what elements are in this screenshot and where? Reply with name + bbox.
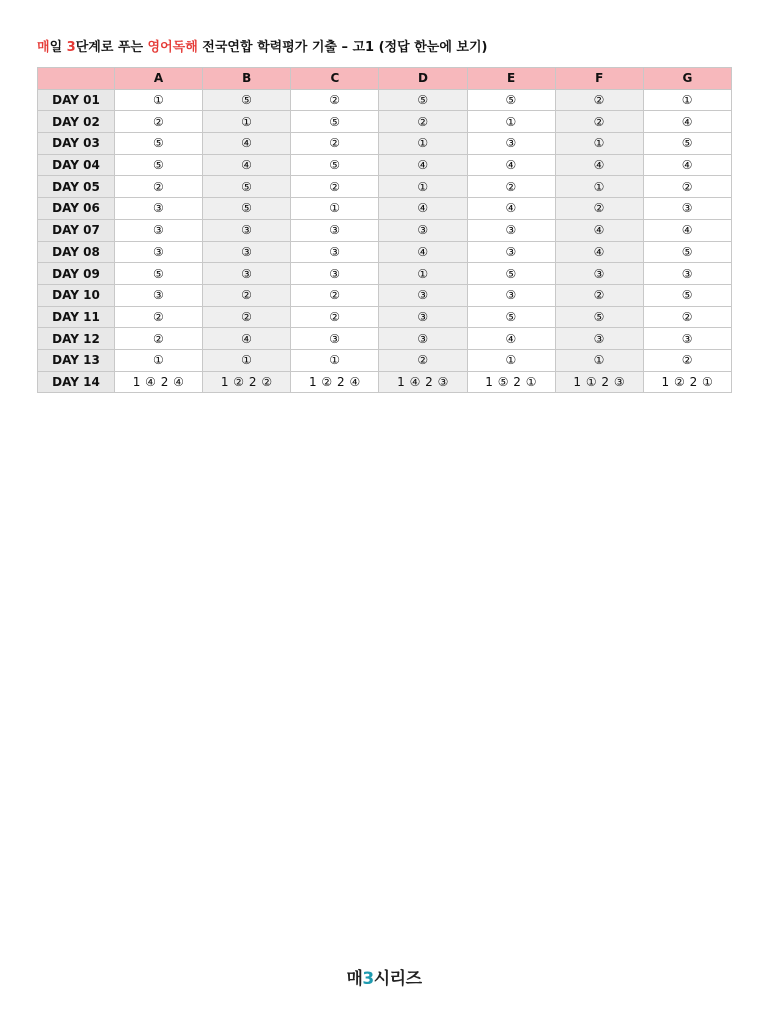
answer-cell: ⑤ [115,154,203,176]
day-label: DAY 05 [38,176,115,198]
answer-cell: ② [291,284,379,306]
answer-cell: ④ [467,328,555,350]
answer-cell: ④ [467,154,555,176]
answer-cell: ③ [115,241,203,263]
answer-cell: ③ [643,263,731,285]
answer-cell: ② [291,176,379,198]
answer-cell: ① [643,89,731,111]
answer-cell: ③ [643,198,731,220]
answer-cell: ① [203,349,291,371]
answer-cell: 1 ② 2 ① [643,371,731,393]
answer-cell: ⑤ [467,306,555,328]
answer-cell: ⑤ [115,263,203,285]
title-red-2: 3 [66,40,76,55]
table-row [38,154,732,176]
page-title [37,36,487,55]
answer-cell: ③ [555,263,643,285]
answer-cell: ⑤ [643,241,731,263]
table-row [38,241,732,263]
answer-cell: ⑤ [291,154,379,176]
answer-cell: ③ [203,263,291,285]
answer-cell: ② [291,133,379,155]
day-label: DAY 11 [38,306,115,328]
day-label: DAY 10 [38,284,115,306]
answer-cell: ① [467,349,555,371]
table-row [38,328,732,350]
column-header-f: F [555,68,643,90]
answer-cell: ② [203,306,291,328]
header-corner [38,68,115,90]
day-label: DAY 07 [38,219,115,241]
series-logo [0,964,768,989]
day-label: DAY 06 [38,198,115,220]
logo-text-tail: 시리즈 [373,969,422,989]
answer-cell: ③ [379,219,467,241]
table-row [38,371,732,393]
answer-cell: ① [467,111,555,133]
answer-cell: ② [291,306,379,328]
answer-cell: 1 ② 2 ② [203,371,291,393]
table-row [38,306,732,328]
day-label: DAY 08 [38,241,115,263]
day-label: DAY 04 [38,154,115,176]
answer-cell: ③ [379,306,467,328]
answer-cell: ② [291,89,379,111]
answer-cell: ⑤ [115,133,203,155]
answer-cell: ③ [291,219,379,241]
answer-cell: ④ [643,111,731,133]
table-body [38,89,732,393]
answer-cell: ④ [643,154,731,176]
column-header-b: B [203,68,291,90]
answer-cell: ② [555,111,643,133]
answer-cell: ③ [203,241,291,263]
answer-cell: ② [555,89,643,111]
answer-cell: ① [203,111,291,133]
day-label: DAY 09 [38,263,115,285]
table-row [38,176,732,198]
answer-cell: ⑤ [291,111,379,133]
answer-cell: ② [115,328,203,350]
answer-cell: ④ [203,328,291,350]
title-text-1: 일 [49,40,67,55]
day-label: DAY 03 [38,133,115,155]
table-header-row [38,68,732,90]
table-row [38,111,732,133]
answer-cell: ③ [555,328,643,350]
answer-cell: ② [379,111,467,133]
table-row [38,133,732,155]
table-row [38,198,732,220]
answer-cell: ③ [115,219,203,241]
day-label: DAY 01 [38,89,115,111]
answer-cell: ① [379,133,467,155]
logo-text-accent: 3 [362,969,374,989]
answer-cell: ① [555,349,643,371]
answer-cell: ④ [203,133,291,155]
answer-cell: ② [555,198,643,220]
title-text-3: 전국연합 학력평가 기출 – 고1 (정답 한눈에 보기) [197,40,488,55]
answer-cell: ③ [643,328,731,350]
table-row [38,349,732,371]
answer-cell: ④ [555,154,643,176]
table-row [38,284,732,306]
answer-cell: 1 ④ 2 ④ [115,371,203,393]
answer-cell: ⑤ [467,89,555,111]
table-row [38,263,732,285]
answer-table [37,67,732,393]
column-header-a: A [115,68,203,90]
answer-cell: ① [291,349,379,371]
answer-cell: 1 ⑤ 2 ① [467,371,555,393]
answer-cell: ② [643,176,731,198]
answer-cell: ② [203,284,291,306]
answer-cell: ① [115,89,203,111]
answer-cell: ⑤ [467,263,555,285]
answer-cell: ⑤ [555,306,643,328]
answer-cell: ① [555,176,643,198]
answer-cell: ② [643,349,731,371]
answer-cell: ③ [291,241,379,263]
answer-cell: ① [555,133,643,155]
title-red-1: 매 [37,40,50,55]
answer-cell: 1 ④ 2 ③ [379,371,467,393]
answer-cell: ④ [379,154,467,176]
answer-cell: ① [379,176,467,198]
logo-text-main: 매 [346,969,363,989]
answer-cell: ⑤ [643,284,731,306]
column-header-d: D [379,68,467,90]
answer-cell: ② [467,176,555,198]
answer-cell: 1 ② 2 ④ [291,371,379,393]
answer-cell: ④ [379,241,467,263]
day-label: DAY 13 [38,349,115,371]
column-header-e: E [467,68,555,90]
title-red-3: 영어독해 [147,40,198,55]
answer-cell: ① [379,263,467,285]
answer-cell: ③ [203,219,291,241]
answer-cell: ③ [467,241,555,263]
answer-cell: ② [115,111,203,133]
answer-cell: ③ [467,284,555,306]
answer-cell: ③ [379,328,467,350]
table-row [38,89,732,111]
answer-cell: ③ [115,198,203,220]
answer-cell: ③ [467,133,555,155]
answer-cell: ④ [467,198,555,220]
answer-cell: ② [115,306,203,328]
answer-cell: ⑤ [203,176,291,198]
answer-cell: ④ [379,198,467,220]
answer-cell: ④ [643,219,731,241]
table-row [38,219,732,241]
answer-cell: ④ [555,219,643,241]
answer-cell: ③ [379,284,467,306]
column-header-c: C [291,68,379,90]
column-header-g: G [643,68,731,90]
answer-cell: ⑤ [203,198,291,220]
answer-cell: ③ [291,328,379,350]
answer-cell: ① [291,198,379,220]
answer-cell: ③ [467,219,555,241]
answer-cell: ⑤ [379,89,467,111]
answer-cell: ② [379,349,467,371]
answer-cell: ⑤ [203,89,291,111]
day-label: DAY 12 [38,328,115,350]
answer-cell: ③ [115,284,203,306]
answer-cell: ⑤ [643,133,731,155]
answer-cell: ③ [291,263,379,285]
answer-cell: ② [555,284,643,306]
answer-cell: ① [115,349,203,371]
answer-cell: ② [115,176,203,198]
day-label: DAY 14 [38,371,115,393]
answer-cell: ④ [203,154,291,176]
answer-cell: 1 ① 2 ③ [555,371,643,393]
day-label: DAY 02 [38,111,115,133]
answer-cell: ④ [555,241,643,263]
answer-cell: ② [643,306,731,328]
title-text-2: 단계로 푸는 [75,40,148,55]
